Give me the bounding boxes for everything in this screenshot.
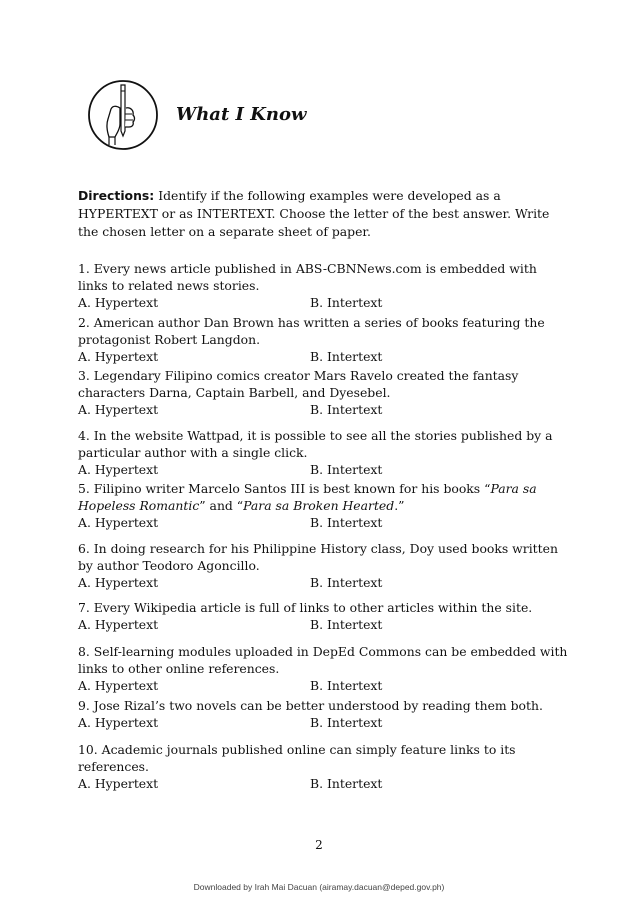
question-text: 6. In doing research for his Philippine History class, Doy used books written by author Teodoro Agoncillo. [78,541,558,574]
option-a: A. Hypertext [78,349,159,365]
book-title: Para sa Hopeless Romantic [78,481,537,514]
question-text: 4. In the website Wattpad, it is possible to see all the stories published by a particular author with a single click. [78,428,553,461]
download-footer: Downloaded by Irah Mai Dacuan (airamay.dacuan@deped.gov.ph) [193,882,445,892]
option-b: B. Intertext [310,462,383,478]
option-a: A. Hypertext [78,715,159,731]
question-item [78,427,568,478]
question-item [78,314,568,365]
question-text: 2. American author Dan Brown has written a series of books featuring the protagonist Robert Langdon. [78,315,545,348]
option-a: A. Hypertext [78,617,159,633]
option-a: A. Hypertext [78,515,159,531]
option-b: B. Intertext [310,349,383,365]
option-b: B. Intertext [310,776,383,792]
question-item [78,367,568,418]
question-text: 1. Every news article published in ABS-CBNNews.com is embedded with links to related news stories. [78,261,537,294]
question-text: 8. Self-learning modules uploaded in DepEd Commons can be embedded with links to other online references. [78,644,568,677]
question-text: 9. Jose Rizal’s two novels can be better understood by reading them both. [78,698,543,713]
option-a: A. Hypertext [78,402,159,418]
question-item [78,260,568,311]
option-b: B. Intertext [310,575,383,591]
question-text: 10. Academic journals published online can simply feature links to its references. [78,742,516,775]
option-a: A. Hypertext [78,678,159,694]
question-item [78,643,568,694]
question-text: 3. Legendary Filipino comics creator Mars Ravelo created the fantasy characters Darna, Captain Barbell, and Dyesebel. [78,368,519,401]
question-item [78,599,568,633]
option-b: B. Intertext [310,402,383,418]
question-item [78,540,568,591]
option-b: B. Intertext [310,678,383,694]
directions [78,187,562,242]
question-item [78,741,568,792]
option-b: B. Intertext [310,617,383,633]
directions-text: Identify if the following examples were developed as a HYPERTEXT or as INTERTEXT. Choose the letter of the best answer. Write the chosen letter on a separate sheet of paper. [78,188,550,240]
option-b: B. Intertext [310,515,383,531]
hand-holding-pencil-icon [87,79,159,151]
directions-label: Directions: [78,188,155,203]
option-b: B. Intertext [310,715,383,731]
option-a: A. Hypertext [78,575,159,591]
question-item [78,480,568,531]
page-number: 2 [315,838,323,852]
question-item [78,697,568,731]
option-a: A. Hypertext [78,295,159,311]
question-text: 5. Filipino writer Marcelo Santos III is best known for his books “Para sa Hopeless Romantic” and “Para sa Broken Hearted.” [78,481,537,514]
option-a: A. Hypertext [78,776,159,792]
question-text: 7. Every Wikipedia article is full of links to other articles within the site. [78,600,533,615]
book-title: Para sa Broken Hearted [243,498,395,514]
option-a: A. Hypertext [78,462,159,478]
section-title: What I Know [176,104,307,125]
option-b: B. Intertext [310,295,383,311]
